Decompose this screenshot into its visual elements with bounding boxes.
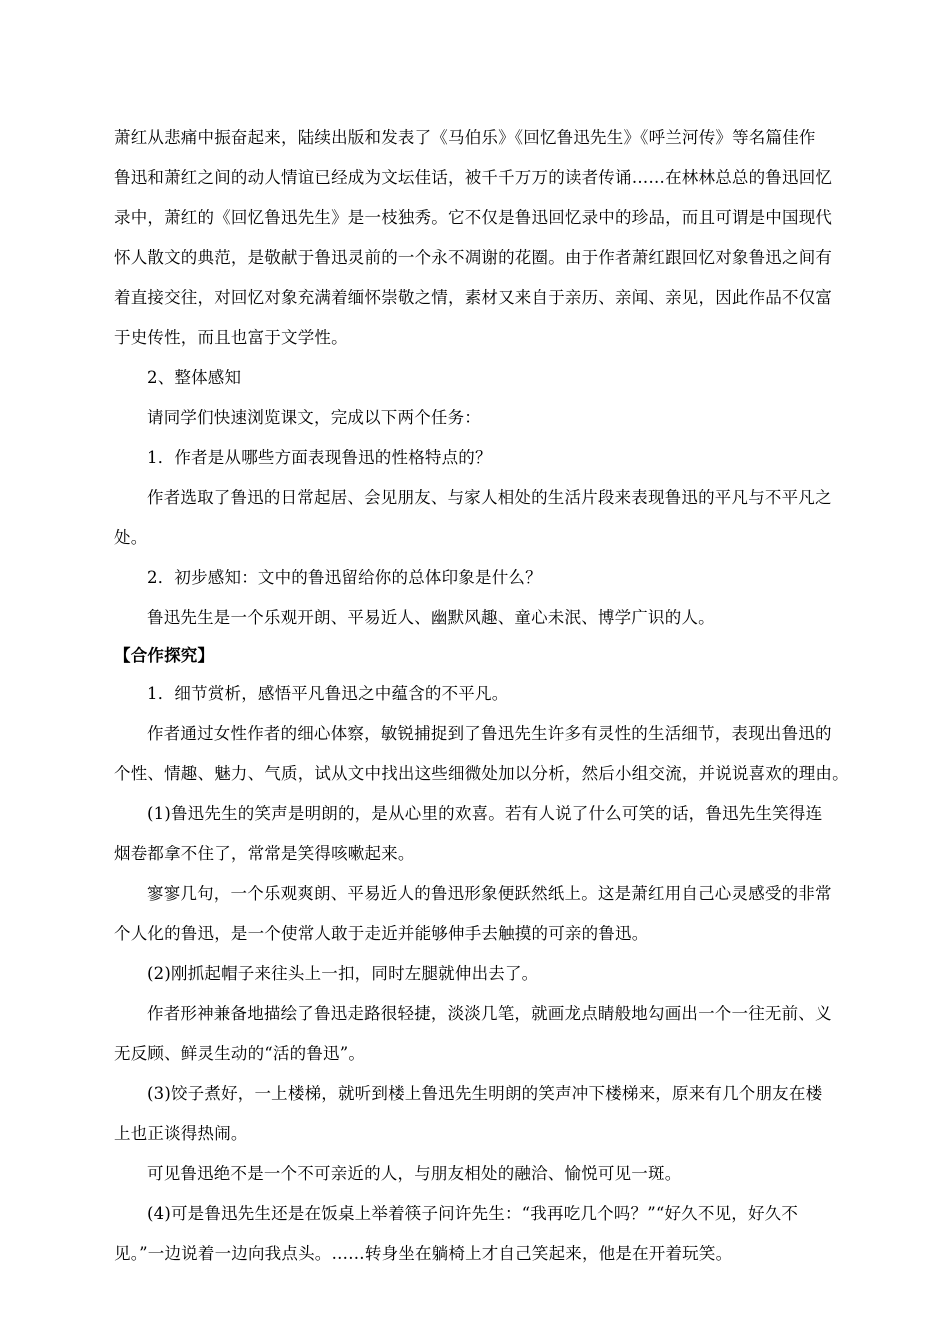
question-line: 1．作者是从哪些方面表现鲁迅的性格特点的？ (147, 448, 492, 467)
text-line: 怀人散文的典范，是敬献于鲁迅灵前的一个永不凋谢的花圈。由于作者萧红跟回忆对象鲁迅之间有 (114, 248, 833, 267)
section-title-cooperative-inquiry: 【合作探究】 (114, 646, 215, 665)
quote-line: (1)鲁迅先生的笑声是明朗的，是从心里的欢喜。若有人说了什么可笑的话，鲁迅先生笑得连 (147, 804, 823, 823)
text-line: 作者通过女性作者的细心体察，敏锐捕捉到了鲁迅先生许多有灵性的生活细节，表现出鲁迅的 (147, 724, 832, 743)
quote-line: 烟卷都拿不住了，常常是笑得咳嗽起来。 (114, 844, 415, 863)
text-line: 录中，萧红的《回忆鲁迅先生》是一枝独秀。它不仅是鲁迅回忆录中的珍品，而且可谓是中国现代 (114, 208, 833, 227)
quote-line: 见。”一边说着一边向我点头。……转身坐在躺椅上才自己笑起来，他是在开着玩笑。 (114, 1244, 733, 1263)
section-heading: 2、整体感知 (147, 368, 242, 387)
text-line: 鲁迅和萧红之间的动人情谊已经成为文坛佳话，被千千万万的读者传诵……在林林总总的鲁迅回忆 (114, 168, 833, 187)
text-line: 萧红从悲痛中振奋起来，陆续出版和发表了《马伯乐》《回忆鲁迅先生》《呼兰河传》等名篇佳作 (114, 128, 816, 147)
analysis-line: 可见鲁迅绝不是一个不可亲近的人，与朋友相处的融洽、愉悦可见一斑。 (147, 1164, 682, 1183)
answer-line: 作者选取了鲁迅的日常起居、会见朋友、与家人相处的生活片段来表现鲁迅的平凡与不平凡之 (147, 488, 832, 507)
text-line: 请同学们快速浏览课文，完成以下两个任务： (147, 408, 481, 427)
quote-line: (3)饺子煮好，一上楼梯，就听到楼上鲁迅先生明朗的笑声冲下楼梯来，原来有几个朋友在楼 (147, 1084, 823, 1103)
question-line: 2．初步感知：文中的鲁迅留给你的总体印象是什么？ (147, 568, 542, 587)
analysis-line: 无反顾、鲜灵生动的“活的鲁迅”。 (114, 1044, 366, 1063)
analysis-line: 作者形神兼备地描绘了鲁迅走路很轻捷，淡淡几笔，就画龙点睛般地勾画出一个一往无前、义 (147, 1004, 832, 1023)
quote-line: (4)可是鲁迅先生还是在饭桌上举着筷子问许先生：“我再吃几个吗？”“好久不见，好久不 (147, 1204, 799, 1223)
analysis-line: 寥寥几句，一个乐观爽朗、平易近人的鲁迅形象便跃然纸上。这是萧红用自己心灵感受的非常 (147, 884, 832, 903)
analysis-line: 个人化的鲁迅，是一个使常人敢于走近并能够伸手去触摸的可亲的鲁迅。 (114, 924, 649, 943)
text-line: 个性、情趣、魅力、气质，试从文中找出这些细微处加以分析，然后小组交流，并说说喜欢的理由。 (114, 764, 849, 783)
text-line: 处。 (114, 528, 148, 547)
text-line: 着直接交往，对回忆对象充满着缅怀崇敬之情，素材又来自于亲历、亲闻、亲见，因此作品不仅富 (114, 288, 833, 307)
quote-line: 上也正谈得热闹。 (114, 1124, 248, 1143)
question-line: 1．细节赏析，感悟平凡鲁迅之中蕴含的不平凡。 (147, 684, 509, 703)
quote-line: (2)刚抓起帽子来往头上一扣，同时左腿就伸出去了。 (147, 964, 539, 983)
answer-line: 鲁迅先生是一个乐观开朗、平易近人、幽默风趣、童心未泯、博学广识的人。 (147, 608, 715, 627)
text-line: 于史传性，而且也富于文学性。 (114, 328, 348, 347)
